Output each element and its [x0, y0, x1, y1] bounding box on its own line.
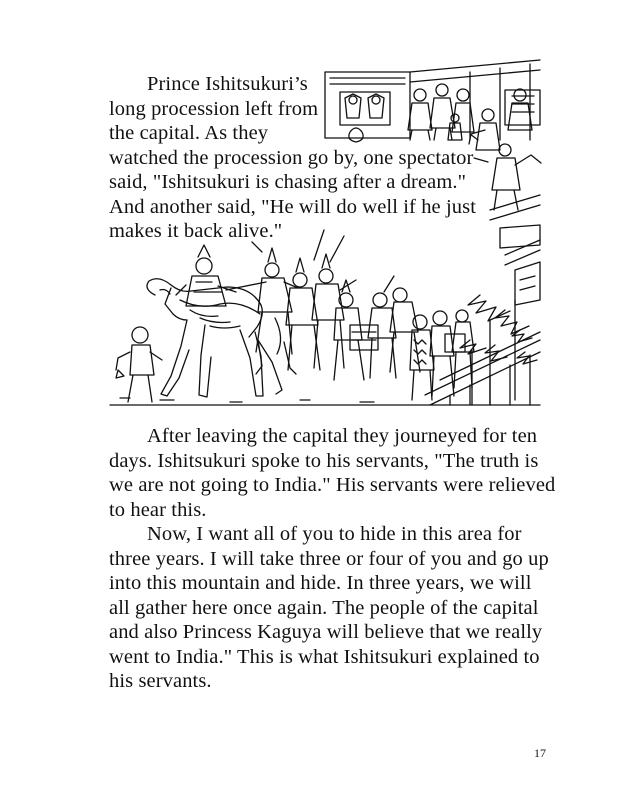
text-line: And another said, "He will do well if he just: [109, 195, 476, 218]
pine-trees-drawing: [460, 295, 537, 405]
page-number: 17: [534, 746, 546, 760]
text-line: the capital. As they: [109, 122, 269, 144]
text-line: went to India." This is what Ishitsukuri explained to: [109, 645, 540, 668]
text-line: into this mountain and hide. In three years, we will: [109, 572, 532, 594]
text-line: we are not going to India." His servants were relieved: [109, 474, 556, 496]
text-line: After leaving the capital they journeyed for ten: [147, 425, 538, 447]
text-line: days. Ishitsukuri spoke to his servants, "The truth is: [109, 449, 539, 472]
roadside-building-drawing: [490, 195, 540, 305]
horse-and-rider-drawing: [147, 245, 282, 397]
text-line: all gather here once again. The people of the capital: [109, 596, 539, 619]
text-line: three years. I will take three or four of you and go up: [109, 547, 549, 570]
text-line: said, "Ishitsukuri is chasing after a dream.": [109, 171, 467, 193]
attendants-drawing: [252, 230, 474, 400]
house-roof-drawing: [425, 332, 540, 405]
ground-drawing: [110, 398, 540, 405]
text-line: makes it back alive.": [109, 220, 283, 242]
roadside-figure-drawing: [474, 144, 541, 210]
text-line: Now, I want all of you to hide in this area for: [147, 523, 522, 545]
paragraph-1: [109, 72, 476, 244]
child-figure-drawing: [116, 327, 162, 402]
text-line: Prince Ishitsukuri’s: [147, 73, 308, 95]
paragraph-3: [109, 522, 549, 694]
text-line: long procession left from: [109, 97, 319, 120]
paragraph-2: [109, 424, 555, 522]
text-line: to hear this.: [109, 498, 207, 521]
text-line: and also Princess Kaguya will believe that we really: [109, 621, 543, 643]
text-line: watched the procession go by, one spectator: [109, 146, 474, 169]
text-line: his servants.: [109, 670, 212, 692]
